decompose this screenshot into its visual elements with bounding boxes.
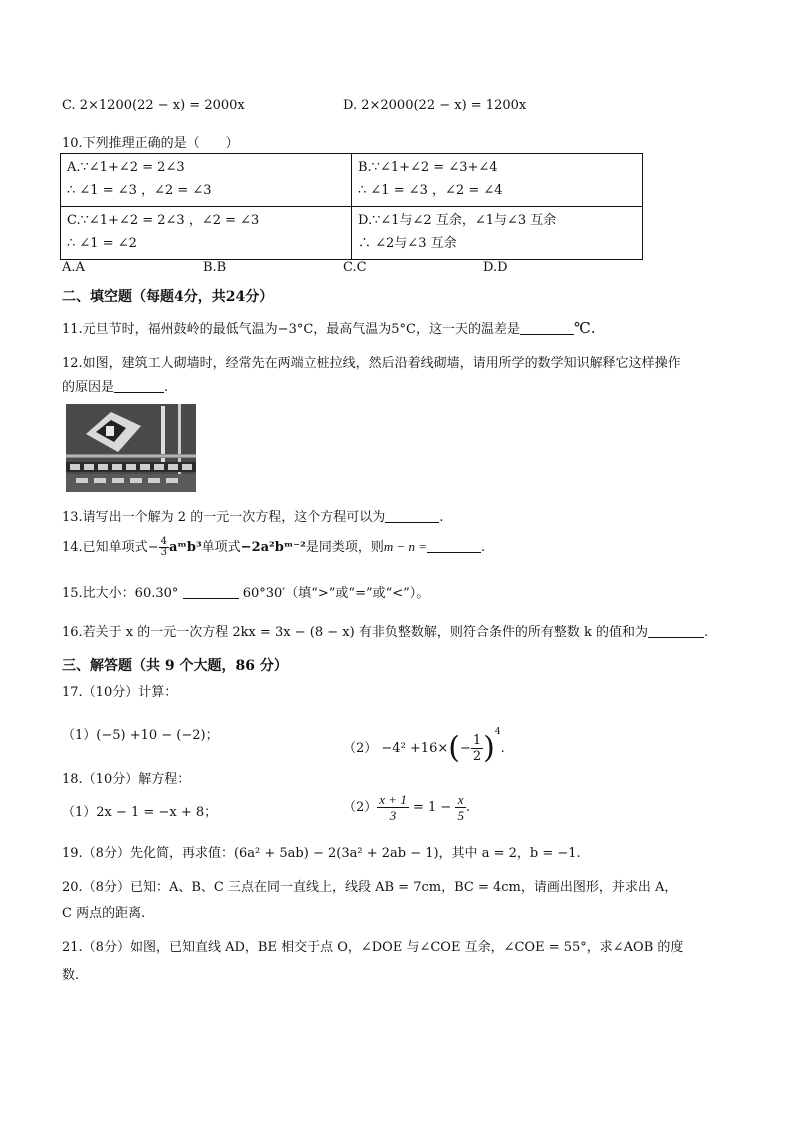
q15-blank[interactable] xyxy=(183,586,239,599)
q20-line2: C 两点的距离. xyxy=(62,906,146,921)
q21-line2: 数. xyxy=(62,968,80,983)
q17-paren-left: ( xyxy=(448,730,460,766)
q14-frac-den: 3 xyxy=(160,547,167,558)
q14: 14.已知单项式− $\frac{4}{3}$ aᵐb³单项式−2a²bᵐ⁻²是同类项，则m − n = . xyxy=(62,536,486,558)
q14-monomial2: −2a²bᵐ⁻² xyxy=(240,540,306,555)
q18-part2: （2） $\frac{x + 1}{3}$ = 1 − $\frac{x}{5}$ . xyxy=(343,792,471,823)
q18-part1: （1）2x − 1 = −x + 8； xyxy=(62,805,218,820)
q17-fraction xyxy=(471,733,483,764)
q15-mid: 60°30′ xyxy=(242,586,286,601)
q10-stem: 10.下列推理正确的是（ ） xyxy=(62,136,239,151)
q18-part2-pre: （2） xyxy=(343,800,378,815)
q13: 13.请写出一个解为 2 的一元一次方程，这个方程可以为 . xyxy=(62,510,444,525)
q18-eq: = 1 − xyxy=(412,800,452,815)
q12-blank[interactable] xyxy=(114,380,164,393)
q20-line1: 20.（8分）已知：A、B、C 三点在同一直线上，线段 AB = 7cm，BC = 4cm，请画出图形，并求出 A， xyxy=(62,880,678,895)
q10-cell-c-line2: ∴ ∠1 = ∠2 xyxy=(67,236,137,251)
q10-cell-d xyxy=(352,207,643,260)
q17-part1: （1）(−5) +10 − (−2)； xyxy=(62,728,219,743)
q17-paren-right: ) xyxy=(483,730,495,766)
q10-answer-c: C.C xyxy=(343,260,367,275)
q12-line1: 12.如图，建筑工人砌墙时，经常先在两端立桩拉线，然后沿着线砌墙，请用所学的数学知识解释它这样操作 xyxy=(62,356,681,371)
q15-post: （填“>”或“=”或“<”）。 xyxy=(285,586,430,601)
q14-post: 是同类项，则 xyxy=(305,540,384,555)
q11-unit: ℃. xyxy=(574,319,596,337)
q17-frac-num: 1 xyxy=(472,733,482,748)
q15-pre: 15.比大小：60.30° xyxy=(62,586,179,601)
q10-cell-c xyxy=(61,207,352,260)
q14-monomial1: aᵐb³ xyxy=(168,540,202,555)
q14-frac-num: 4 xyxy=(160,536,167,547)
q10-cell-a xyxy=(61,154,352,207)
q11 xyxy=(62,318,596,337)
q18-frac-right-num: x xyxy=(455,792,466,808)
q19: 19.（8分）先化简，再求值：(6a² + 5ab) − 2(3a² + 2ab − 1)，其中 a = 2，b = −1. xyxy=(62,846,581,861)
q10-cell-d-line1: D.∵∠1与∠2 互余，∠1与∠3 互余 xyxy=(358,213,557,228)
q11-text: 11.元旦节时，福州鼓岭的最低气温为−3°C，最高气温为5°C，这一天的温差是 xyxy=(62,322,521,337)
q18-frac-right-den: 5 xyxy=(457,808,464,823)
q17-stem: 17.（10分）计算： xyxy=(62,685,178,700)
q12-line2: 的原因是 . xyxy=(62,380,169,395)
q18-stem: 18.（10分）解方程： xyxy=(62,772,191,787)
q17-part2: （2） −4² +16×(− $\frac{1}{2}$ )$^4$. xyxy=(343,727,505,766)
bricklaying-photo-graphic xyxy=(66,404,196,492)
section2-title: 二、填空题（每题4分，共24分） xyxy=(62,289,274,305)
q16: 16.若关于 x 的一元一次方程 2kx = 3x − (8 − x) 有非负整数解，则符合条件的所有整数 k 的值和为 . xyxy=(62,625,709,640)
q10-cell-b-line2: ∴ ∠1 = ∠3 ，∠2 = ∠4 xyxy=(358,183,503,198)
q13-text: 13.请写出一个解为 2 的一元一次方程，这个方程可以为 xyxy=(62,510,386,525)
q10-cell-d-line2: ∴ ∠2与∠3 互余 xyxy=(358,236,457,251)
q14-blank[interactable] xyxy=(427,540,481,553)
q10-cell-c-line1: C.∵∠1+∠2 = 2∠3 ，∠2 = ∠3 xyxy=(67,213,260,228)
q16-text: 16.若关于 x 的一元一次方程 2kx = 3x − (8 − x) 有非负整数解，则符合条件的所有整数 k 的值和为 xyxy=(62,625,648,640)
q10-options-table xyxy=(60,153,643,260)
section3-title: 三、解答题（共 9 个大题，86 分） xyxy=(62,658,288,674)
q10-answer-b: B.B xyxy=(203,260,227,275)
q12-line2-text: 的原因是 xyxy=(62,380,115,395)
q14-pre: 14.已知单项式 xyxy=(62,540,148,555)
bricklaying-photo xyxy=(66,404,196,492)
q15 xyxy=(62,582,429,601)
q10-cell-b-line1: B.∵∠1+∠2 = ∠3+∠4 xyxy=(358,160,498,175)
q18-frac-left-num: x + 1 xyxy=(379,792,407,807)
q10-cell-a-line2: ∴ ∠1 = ∠3 ，∠2 = ∠3 xyxy=(67,183,212,198)
q9-option-d: D. 2×2000(22 − x) = 1200x xyxy=(343,98,527,113)
q21-line1: 21.（8分）如图，已知直线 AD，BE 相交于点 O，∠DOE 与∠COE 互余，∠COE = 55°，求∠AOB 的度 xyxy=(62,940,684,955)
q13-blank[interactable] xyxy=(385,510,439,523)
q17-neg: − xyxy=(459,741,471,756)
q14-expr: m − n = xyxy=(383,539,428,554)
q17-part2-pre: （2） −4² +16× xyxy=(343,741,449,756)
q18-frac-left xyxy=(377,792,409,823)
q17-exponent: 4 xyxy=(494,727,501,737)
q10-answer-a: A.A xyxy=(62,260,85,275)
q10-cell-b xyxy=(352,154,643,207)
q10-answer-d: D.D xyxy=(483,260,508,275)
q9-option-c: C. 2×1200(22 − x) = 2000x xyxy=(62,98,245,113)
q17-frac-den: 2 xyxy=(472,749,482,764)
q14-mid: 单项式 xyxy=(201,540,241,555)
q18-frac-right xyxy=(455,792,466,823)
q16-blank[interactable] xyxy=(648,625,704,638)
q11-blank[interactable] xyxy=(520,322,574,335)
q14-fraction xyxy=(159,537,169,558)
q18-frac-left-den: 3 xyxy=(389,808,397,823)
q14-sign: − xyxy=(147,540,159,555)
q10-cell-a-line1: A.∵∠1+∠2 = 2∠3 xyxy=(67,160,185,175)
